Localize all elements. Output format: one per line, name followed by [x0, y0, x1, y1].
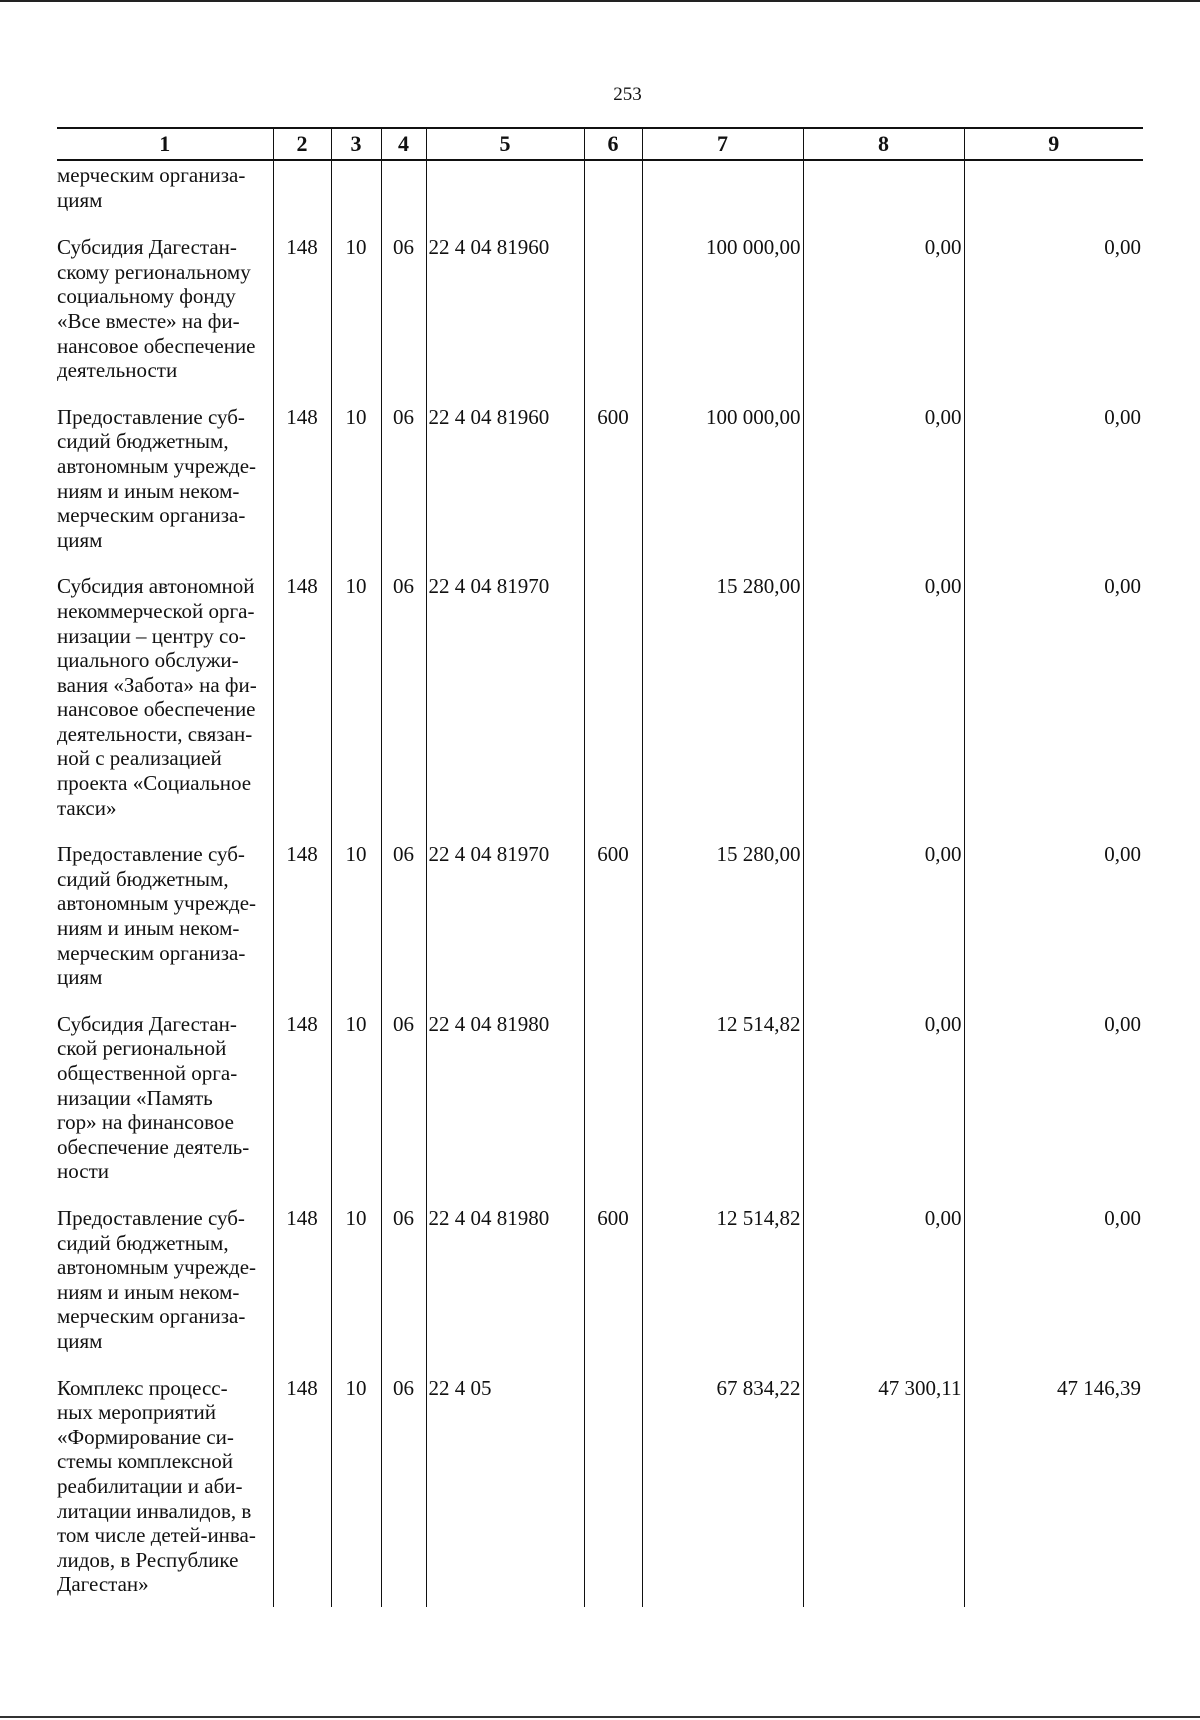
- amount-col-9-cell: 0,00: [964, 228, 1143, 398]
- row-name-line: ниям и иным неком-: [57, 916, 240, 941]
- row-name-line: Комплекс процесс-: [57, 1375, 228, 1400]
- chapter-code-cell: 148: [273, 1005, 331, 1199]
- amount-col-9-cell: 0,00: [964, 567, 1143, 835]
- amount-col-9-cell: 0,00: [964, 398, 1143, 568]
- header-col-1: 1: [57, 128, 273, 160]
- row-name-line: лидов, в Республике: [57, 1547, 239, 1572]
- header-col-9: 9: [964, 128, 1143, 160]
- header-row: [57, 128, 1143, 160]
- amount-col-8-cell: 0,00: [803, 1005, 964, 1199]
- row-name-cell: [57, 1369, 273, 1607]
- row-name-line: циям: [57, 527, 103, 552]
- row-name-line: циям: [57, 1328, 103, 1353]
- row-name-line: нансовое обеспечение: [57, 333, 256, 358]
- row-name-line: автономным учрежде-: [57, 891, 257, 916]
- amount-col-7-cell: 67 834,22: [642, 1369, 803, 1607]
- section-code-cell: [331, 160, 381, 228]
- amount-col-7-cell: 12 514,82: [642, 1199, 803, 1369]
- row-name-cell: [57, 398, 273, 568]
- row-name-line: циям: [57, 965, 103, 990]
- amount-col-7-cell: 12 514,82: [642, 1005, 803, 1199]
- subsection-code-cell: 06: [381, 228, 426, 398]
- row-name-line: ниям и иным неком-: [57, 478, 240, 503]
- amount-col-9-cell: 0,00: [964, 1199, 1143, 1369]
- target-article-cell: 22 4 05: [426, 1369, 584, 1607]
- amount-col-7-cell: [642, 160, 803, 228]
- amount-col-8-cell: 0,00: [803, 567, 964, 835]
- amount-col-9-cell: 0,00: [964, 835, 1143, 1005]
- section-code-cell: 10: [331, 228, 381, 398]
- expense-type-cell: [584, 1369, 642, 1607]
- section-code-cell: 10: [331, 1369, 381, 1607]
- expense-type-cell: [584, 160, 642, 228]
- scan-top-edge: [0, 0, 1200, 2]
- expense-type-cell: [584, 1005, 642, 1199]
- row-name-line: стемы комплексной: [57, 1449, 234, 1474]
- row-name-cell: [57, 1005, 273, 1199]
- target-article-cell: 22 4 04 81980: [426, 1199, 584, 1369]
- header-col-8: 8: [803, 128, 964, 160]
- header-col-5: 5: [426, 128, 584, 160]
- amount-col-7-cell: 15 280,00: [642, 567, 803, 835]
- row-name-line: ности: [57, 1159, 109, 1184]
- row-name-line: литации инвалидов, в: [57, 1498, 252, 1523]
- subsection-code-cell: 06: [381, 1005, 426, 1199]
- page-number: 253: [613, 84, 642, 105]
- row-name-line: социальному фонду: [57, 284, 236, 309]
- amount-col-8-cell: 0,00: [803, 835, 964, 1005]
- row-name-line: автономным учрежде-: [57, 1255, 257, 1280]
- row-name-line: мерческим организа-: [57, 163, 246, 187]
- amount-col-8-cell: 0,00: [803, 228, 964, 398]
- header-col-7: 7: [642, 128, 803, 160]
- amount-col-7-cell: 100 000,00: [642, 398, 803, 568]
- amount-col-9-cell: [964, 160, 1143, 228]
- table-row: [57, 1199, 1143, 1369]
- amount-col-8-cell: 0,00: [803, 1199, 964, 1369]
- row-name-line: мерческим организа-: [57, 503, 246, 528]
- amount-col-8-cell: 0,00: [803, 398, 964, 568]
- header-col-3: 3: [331, 128, 381, 160]
- row-name-line: такси»: [57, 795, 117, 820]
- row-name-cell: [57, 1199, 273, 1369]
- row-name-cell: [57, 567, 273, 835]
- chapter-code-cell: 148: [273, 398, 331, 568]
- target-article-cell: 22 4 04 81980: [426, 1005, 584, 1199]
- row-name-cell: [57, 228, 273, 398]
- amount-col-9-cell: 0,00: [964, 1005, 1143, 1199]
- row-name-line: некоммерческой орга-: [57, 598, 255, 623]
- row-name-line: Субсидия Дагестан-: [57, 235, 237, 260]
- table-row: [57, 1369, 1143, 1607]
- row-name-line: Дагестан»: [57, 1572, 149, 1597]
- row-name-line: Предоставление суб-: [57, 404, 245, 429]
- row-name-line: том числе детей-инва-: [57, 1523, 256, 1548]
- table-body: [57, 160, 1143, 1607]
- row-name-line: мерческим организа-: [57, 940, 246, 965]
- row-name-line: проекта «Социальное: [57, 771, 252, 796]
- row-name-line: вания «Забота» на фи-: [57, 672, 257, 697]
- row-name-line: деятельности, связан-: [57, 721, 253, 746]
- row-name-line: «Формирование си-: [57, 1424, 234, 1449]
- row-name-line: ниям и иным неком-: [57, 1279, 240, 1304]
- table-row: [57, 835, 1143, 1005]
- amount-col-7-cell: 15 280,00: [642, 835, 803, 1005]
- target-article-cell: 22 4 04 81960: [426, 398, 584, 568]
- row-name-line: нансовое обеспечение: [57, 697, 256, 722]
- row-name-line: «Все вместе» на фи-: [57, 308, 240, 333]
- row-name-line: Субсидия автономной: [57, 574, 255, 599]
- row-name-cell: [57, 835, 273, 1005]
- chapter-code-cell: 148: [273, 1199, 331, 1369]
- section-code-cell: 10: [331, 1199, 381, 1369]
- target-article-cell: 22 4 04 81970: [426, 567, 584, 835]
- table-row: [57, 228, 1143, 398]
- row-name-line: циального обслужи-: [57, 648, 239, 673]
- chapter-code-cell: 148: [273, 228, 331, 398]
- row-name-line: обеспечение деятель-: [57, 1134, 250, 1159]
- row-name-line: реабилитации и аби-: [57, 1473, 243, 1498]
- chapter-code-cell: 148: [273, 835, 331, 1005]
- expense-type-cell: [584, 567, 642, 835]
- row-name-line: Предоставление суб-: [57, 1205, 245, 1230]
- section-code-cell: 10: [331, 1005, 381, 1199]
- row-name-line: сидий бюджетным,: [57, 866, 229, 891]
- section-code-cell: 10: [331, 398, 381, 568]
- table-row: [57, 1005, 1143, 1199]
- subsection-code-cell: 06: [381, 398, 426, 568]
- row-name-line: общественной орга-: [57, 1061, 238, 1085]
- subsection-code-cell: 06: [381, 567, 426, 835]
- expense-type-cell: 600: [584, 835, 642, 1005]
- subsection-code-cell: 06: [381, 835, 426, 1005]
- expense-type-cell: 600: [584, 398, 642, 568]
- table-row: [57, 160, 1143, 228]
- row-name-line: сидий бюджетным,: [57, 429, 229, 454]
- subsection-code-cell: [381, 160, 426, 228]
- chapter-code-cell: 148: [273, 567, 331, 835]
- section-code-cell: 10: [331, 835, 381, 1005]
- budget-table: [57, 127, 1143, 1607]
- row-name-line: циям: [57, 187, 103, 212]
- header-col-2: 2: [273, 128, 331, 160]
- amount-col-7-cell: 100 000,00: [642, 228, 803, 398]
- section-code-cell: 10: [331, 567, 381, 835]
- table-row: [57, 567, 1143, 835]
- header-col-4: 4: [381, 128, 426, 160]
- row-name-line: низации «Память: [57, 1085, 213, 1110]
- amount-col-9-cell: 47 146,39: [964, 1369, 1143, 1607]
- table-row: [57, 398, 1143, 568]
- subsection-code-cell: 06: [381, 1369, 426, 1607]
- target-article-cell: 22 4 04 81960: [426, 228, 584, 398]
- row-name-line: низации – центру со-: [57, 623, 246, 648]
- row-name-line: ской региональной: [57, 1036, 227, 1061]
- row-name-line: автономным учрежде-: [57, 453, 257, 478]
- row-name-line: деятельности: [57, 358, 178, 383]
- chapter-code-cell: [273, 160, 331, 228]
- row-name-cell: [57, 160, 273, 228]
- target-article-cell: 22 4 04 81970: [426, 835, 584, 1005]
- expense-type-cell: 600: [584, 1199, 642, 1369]
- row-name-line: ных мероприятий: [57, 1400, 216, 1425]
- target-article-cell: [426, 160, 584, 228]
- subsection-code-cell: 06: [381, 1199, 426, 1369]
- amount-col-8-cell: [803, 160, 964, 228]
- expense-type-cell: [584, 228, 642, 398]
- row-name-line: сидий бюджетным,: [57, 1230, 229, 1255]
- row-name-line: мерческим организа-: [57, 1304, 246, 1329]
- header-col-6: 6: [584, 128, 642, 160]
- row-name-line: гор» на финансовое: [57, 1110, 234, 1135]
- row-name-line: Предоставление суб-: [57, 842, 245, 867]
- row-name-line: скому региональному: [57, 259, 251, 284]
- chapter-code-cell: 148: [273, 1369, 331, 1607]
- row-name-line: Субсидия Дагестан-: [57, 1011, 237, 1036]
- row-name-line: ной с реализацией: [57, 746, 222, 771]
- scan-bottom-edge: [0, 1716, 1200, 1718]
- amount-col-8-cell: 47 300,11: [803, 1369, 964, 1607]
